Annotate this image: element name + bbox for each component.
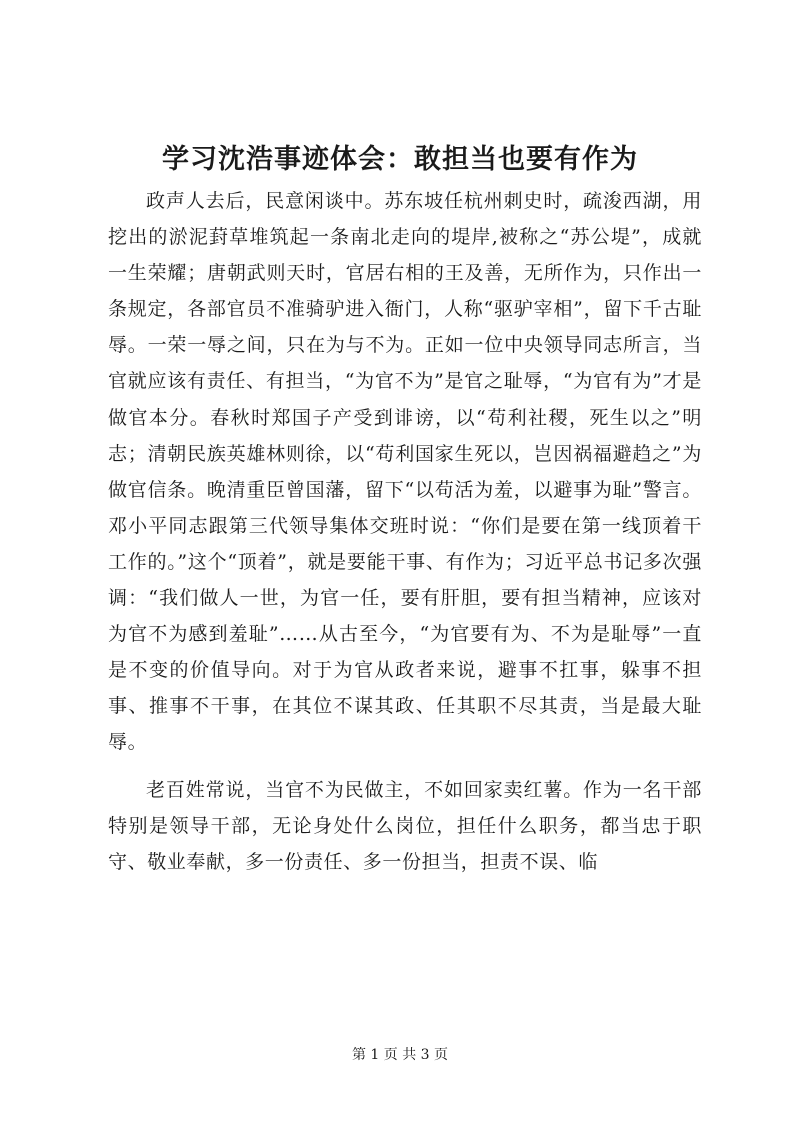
document-body [108,183,702,880]
page-footer: 第 1 页 共 3 页 [351,1047,449,1063]
document-title: 学习沈浩事迹体会：敢担当也要有作为 [162,144,638,175]
paragraph: 政声人去后，民意闲谈中。苏东坡任杭州刺史时，疏浚西湖，用挖出的淤泥葑草堆筑起一条南北走向的堤岸,被称之“苏公堤”，成就一生荣耀；唐朝武则天时，官居右相的王及善，无所作为，只作出一条规定，各部官员不准骑驴进入衙门，人称“驱驴宰相”，留下千古耻辱。一荣一辱之间，只在为与不为。正如一位中央领导同志所言，当官就应该有责任、有担当，“为官不为”是官之耻辱，“为官有为”才是做官本分。春秋时郑国子产受到诽谤，以“苟利社稷，死生以之”明志；清朝民族英雄林则徐，以“苟利国家生死以，岂因祸福避趋之”为做官信条。晚清重臣曾国藩，留下“以苟活为羞，以避事为耻”警言。邓小平同志跟第三代领导集体交班时说：“你们是要在第一线顶着干工作的。”这个“顶着”，就是要能干事、有作为；习近平总书记多次强调：“我们做人一世，为官一任，要有肝胆，要有担当精神，应该对为官不为感到羞耻”……从古至今，“为官要有为、不为是耻辱”一直是不变的价值导向。对于为官从政者来说，避事不扛事，躲事不担事、推事不干事，在其位不谋其政、任其职不尽其责，当是最大耻辱。 [108,190,702,754]
paragraph: 老百姓常说，当官不为民做主，不如回家卖红薯。作为一名干部特别是领导干部，无论身处什么岗位，担任什么职务，都当忠于职守、敬业奉献，多一份责任、多一份担当，担责不误、临 [108,778,702,873]
